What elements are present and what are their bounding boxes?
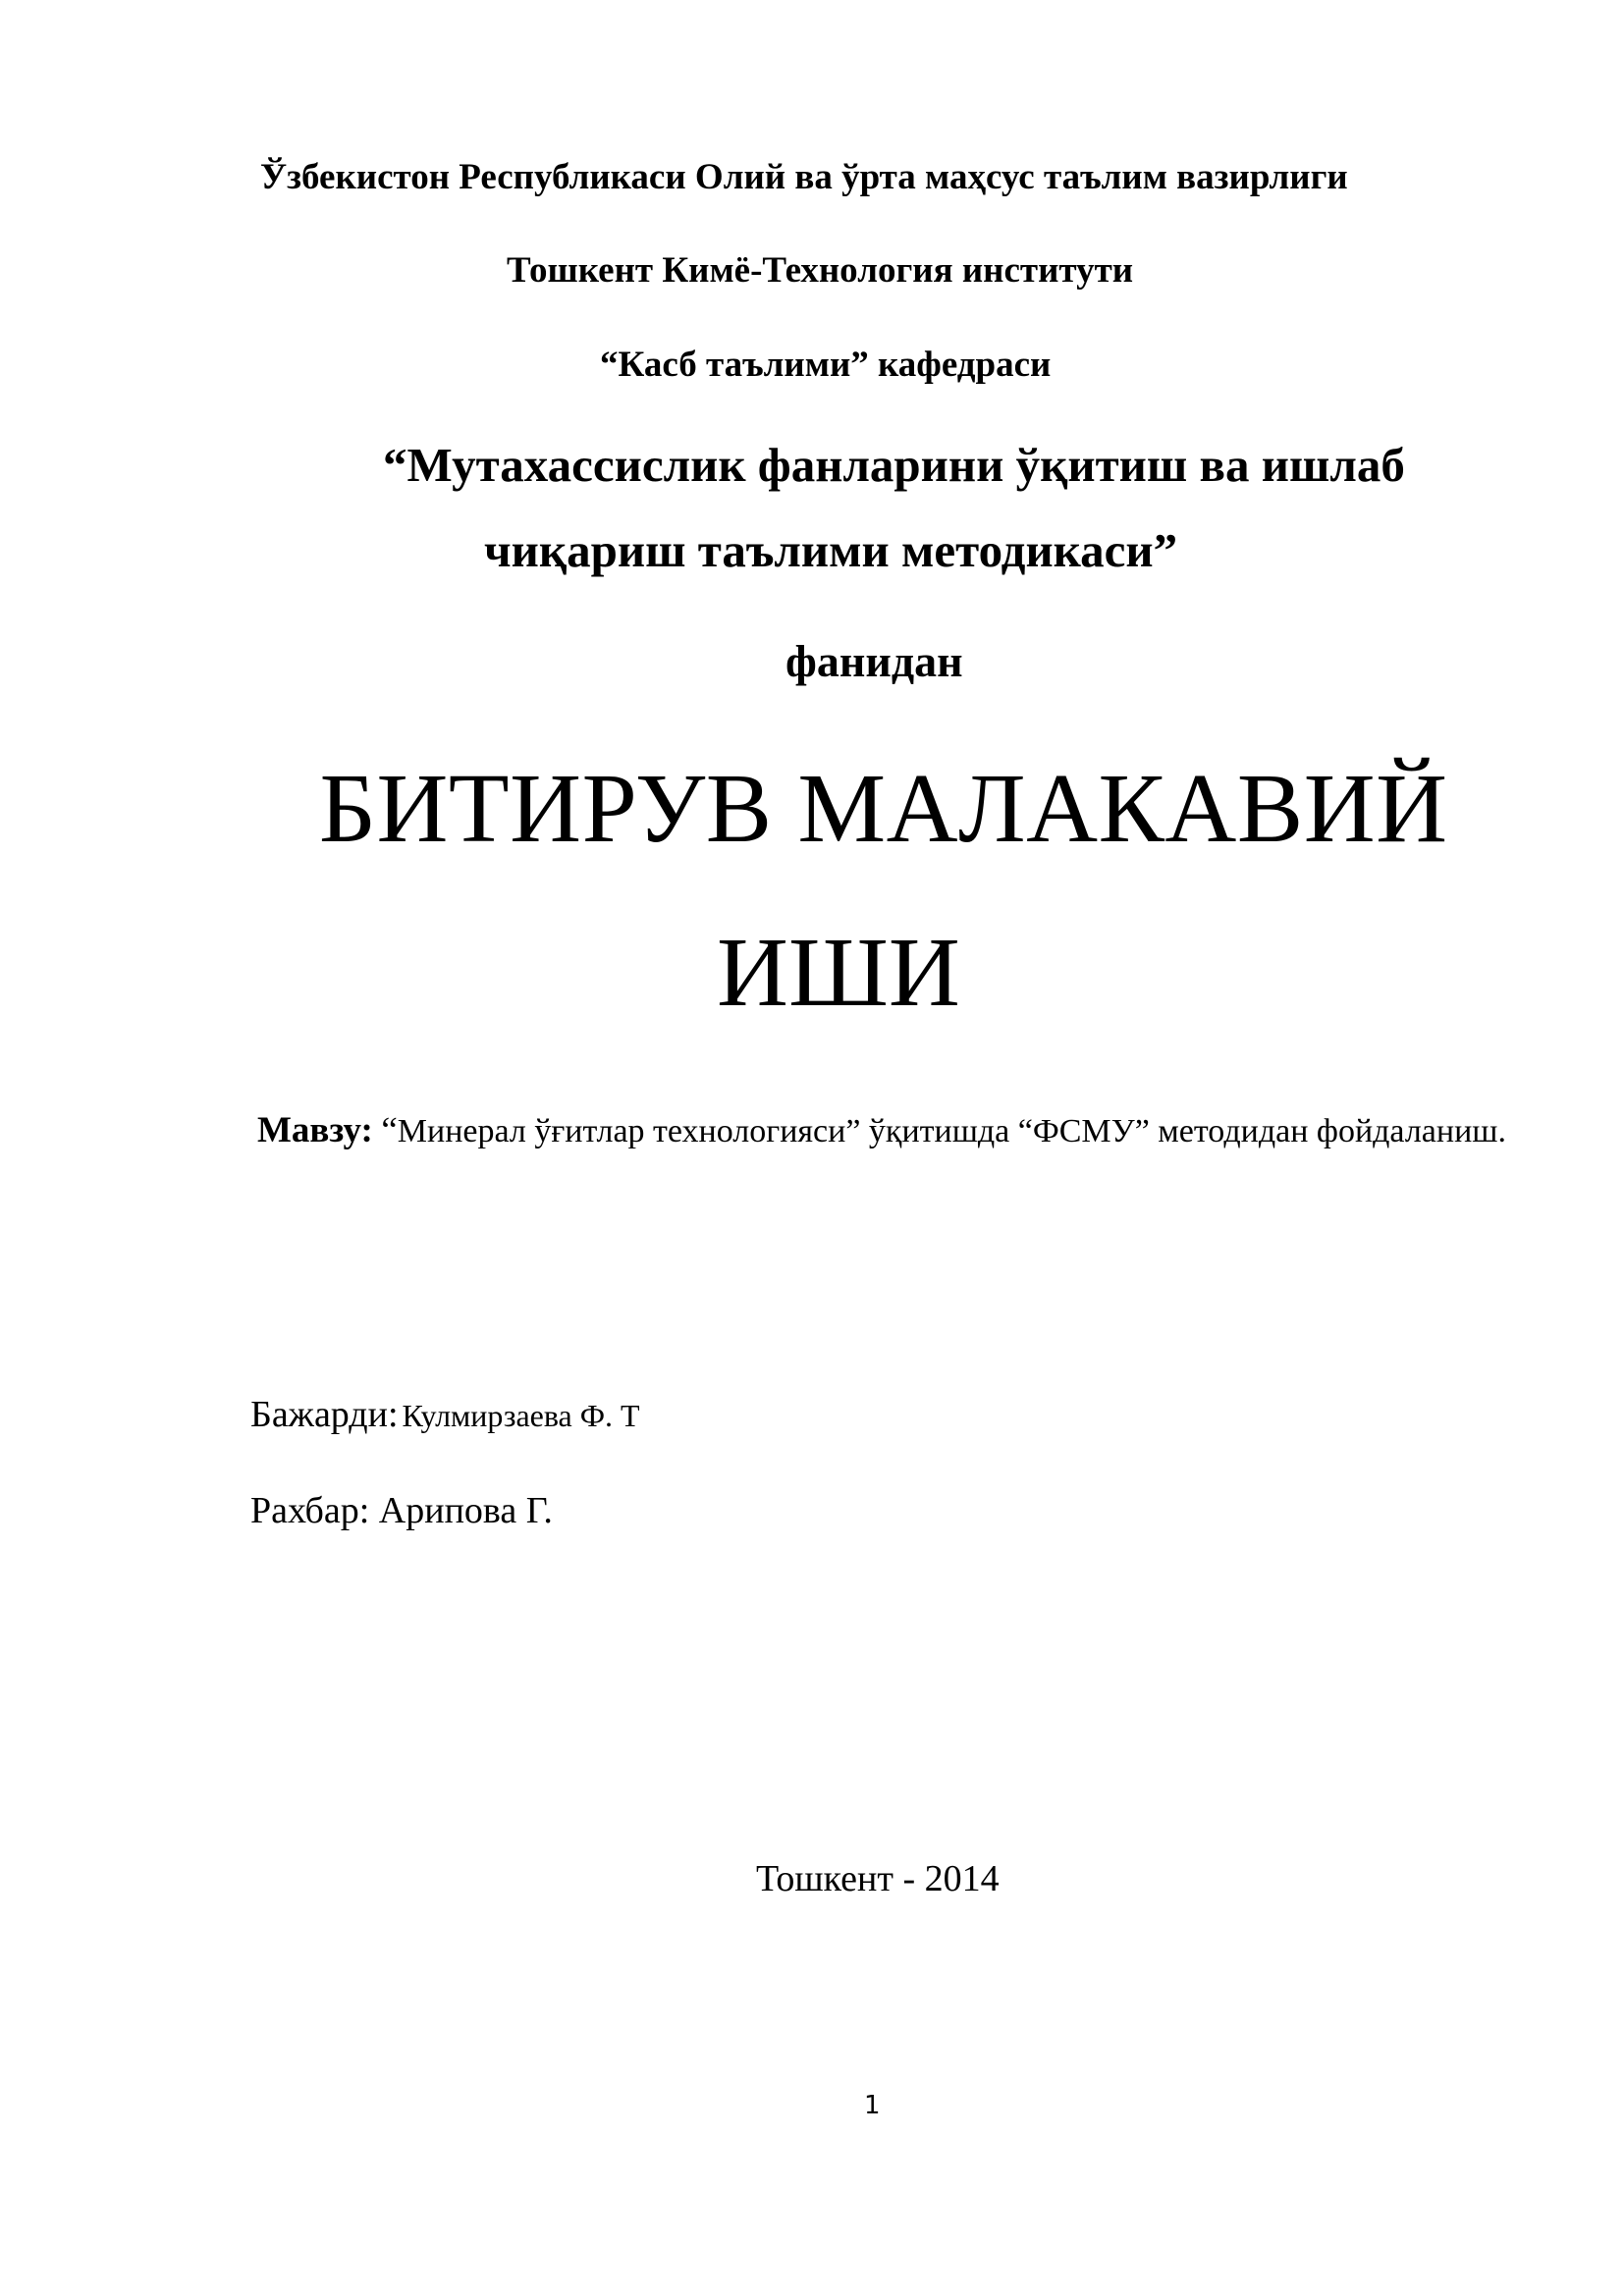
performer-label: Бажарди: bbox=[250, 1394, 399, 1435]
performer-name: Кулмирзаева Ф. Т bbox=[402, 1398, 640, 1433]
supervisor-line: Рахбар: Арипова Г. bbox=[250, 1490, 553, 1531]
subject-suffix: фанидан bbox=[785, 636, 963, 686]
city-year: Тошкент - 2014 bbox=[756, 1858, 1000, 1899]
document-title-line-2: ИШИ bbox=[717, 917, 960, 1027]
document-title-line-1: БИТИРУВ МАЛАКАВИЙ bbox=[319, 753, 1448, 863]
performer-line bbox=[250, 1396, 640, 1433]
department-heading: “Касб таълими” кафедраси bbox=[600, 345, 1052, 385]
topic-text: Минерал ўғитлар технологияси” ўқитишда “ФСМУ” методидан фойдаланиш. bbox=[397, 1113, 1506, 1149]
subject-title-line-1: “Мутахассислик фанларини ўқитиш ва ишлаб bbox=[383, 438, 1405, 492]
topic-open-quote: “ bbox=[381, 1110, 398, 1150]
page-number: 1 bbox=[864, 2091, 881, 2120]
subject-title-line-2: чиқариш таълими методикаси” bbox=[484, 523, 1178, 577]
institute-heading: Тошкент Кимё-Технология институти bbox=[507, 250, 1134, 291]
ministry-heading: Ўзбекистон Республикаси Олий ва ўрта маҳсус таълим вазирлиги bbox=[260, 157, 1348, 197]
topic-label: Мавзу: bbox=[257, 1110, 373, 1150]
topic-line bbox=[257, 1112, 1506, 1148]
